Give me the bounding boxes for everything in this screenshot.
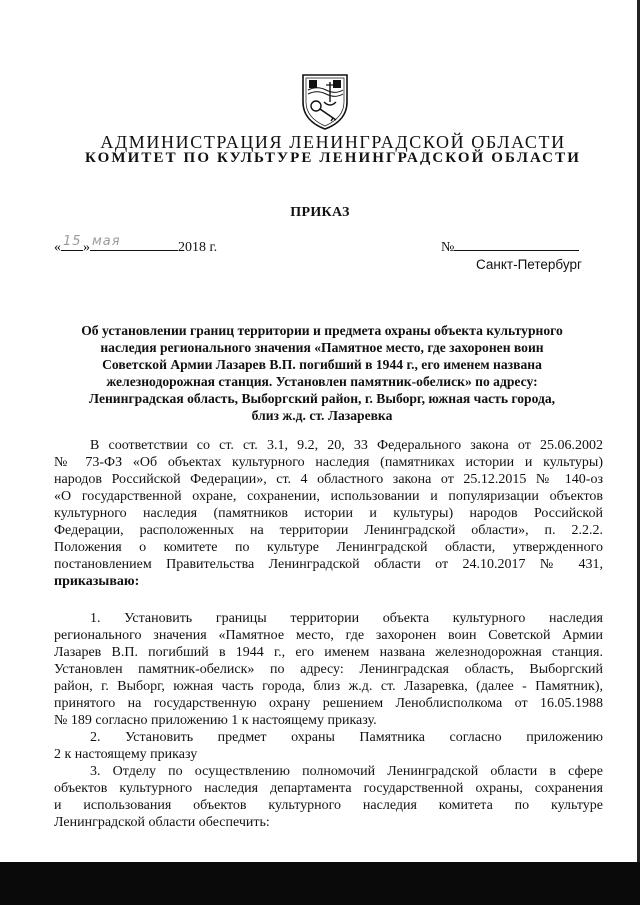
body-line: регионального значения «Памятное место, где захоронен воин Советской Армии bbox=[54, 628, 603, 643]
committee-name: КОМИТЕТ ПО КУЛЬТУРЕ ЛЕНИНГРАДСКОЙ ОБЛАСТИ bbox=[85, 150, 581, 166]
body-line: № 73-ФЗ «Об объектах культурного наследия (памятниках истории и культуры) bbox=[54, 455, 603, 470]
number-sign: № bbox=[441, 240, 455, 255]
body-line: Лазарев В.П. погибший в 1944 г., его именем названа железнодорожная станция. bbox=[54, 645, 603, 660]
body-line: принятого на государственную охрану решением Леноблисполкома от 16.05.1988 bbox=[54, 696, 603, 711]
date-day-handwritten: 15 bbox=[63, 234, 82, 249]
body-line: 2 к настоящему приказу bbox=[54, 747, 198, 762]
organization-name: АДМИНИСТРАЦИЯ ЛЕНИНГРАДСКОЙ ОБЛАСТИ bbox=[100, 132, 566, 152]
body-line: Ленинградской области обеспечить: bbox=[54, 815, 270, 830]
document-city: Санкт-Петербург bbox=[476, 257, 582, 272]
document-date bbox=[54, 234, 218, 256]
body-line: 3. Отделу по осуществлению полномочий Ленинградской области в сфере bbox=[90, 764, 603, 779]
body-line: 2. Установить предмет охраны Памятника согласно приложению bbox=[90, 730, 603, 745]
body-line: район, г. Выборг, южная часть города, близ ж.д. ст. Лазаревка, (далее - Памятник), bbox=[54, 679, 603, 694]
document-subject-title bbox=[40, 322, 604, 424]
preamble-paragraph bbox=[54, 437, 603, 590]
title-line: железнодорожная станция. Установлен памятник-обелиск» по адресу: bbox=[106, 374, 538, 389]
title-line: близ ж.д. ст. Лазаревка bbox=[251, 408, 393, 423]
title-line: Ленинградская область, Выборгский район, г. Выборг, южная часть города, bbox=[88, 391, 556, 406]
body-line: 1. Установить границы территории объекта культурного наследия bbox=[90, 611, 603, 626]
body-line: Положения о комитете по культуре Ленинградской области, утвержденного bbox=[54, 540, 603, 555]
title-line: наследия регионального значения «Памятное место, где захоронен воин bbox=[100, 340, 544, 355]
title-line: Советской Армии Лазарев В.П. погибший в 1944 г., его именем названа bbox=[102, 357, 542, 372]
body-line: В соответствии со ст. ст. 3.1, 9.2, 20, 33 Федерального закона от 25.06.2002 bbox=[90, 438, 603, 453]
clause-3-paragraph bbox=[54, 763, 603, 831]
body-line: Федерации, расположенных на территории Ленинградской области», п. 2.2.2. bbox=[54, 523, 603, 538]
clause-2-paragraph bbox=[54, 729, 603, 763]
date-close-quote: » bbox=[83, 240, 90, 255]
title-line: Об установлении границ территории и предмета охраны объекта культурного bbox=[81, 323, 563, 338]
scan-bottom-border bbox=[0, 862, 640, 905]
body-line: культурного наследия (памятников истории и культуры) народов Российской bbox=[54, 506, 603, 521]
document-type-title: ПРИКАЗ bbox=[290, 205, 350, 220]
date-year: 2018 г. bbox=[178, 240, 218, 255]
number-handwritten bbox=[454, 238, 579, 251]
body-line: Установлен памятник-обелиск» по адресу: Ленинградская область, Выборгский bbox=[54, 662, 603, 677]
document-number bbox=[441, 238, 579, 256]
body-line: объектов культурного наследия департамента государственной охраны, сохранения bbox=[54, 781, 603, 796]
body-line: «О государственной охране, сохранении, использовании и популяризации объектов bbox=[54, 489, 603, 504]
coat-of-arms-icon bbox=[300, 72, 350, 130]
order-keyword: приказываю: bbox=[54, 574, 140, 589]
document-body bbox=[54, 437, 603, 831]
body-line: и использования объектов культурного наследия комитета по культуре bbox=[54, 798, 603, 813]
date-open-quote: « bbox=[54, 240, 61, 255]
body-line: № 189 согласно приложению 1 к настоящему приказу. bbox=[54, 713, 377, 728]
body-line: постановлением Правительства Ленинградской области от 24.10.2017 № 431, bbox=[54, 557, 603, 572]
date-month-handwritten: мая bbox=[90, 238, 178, 251]
clause-1-paragraph bbox=[54, 610, 603, 729]
body-line: народов Российской Федерации», ст. 4 областного закона от 25.12.2015 № 140-оз bbox=[54, 472, 603, 487]
